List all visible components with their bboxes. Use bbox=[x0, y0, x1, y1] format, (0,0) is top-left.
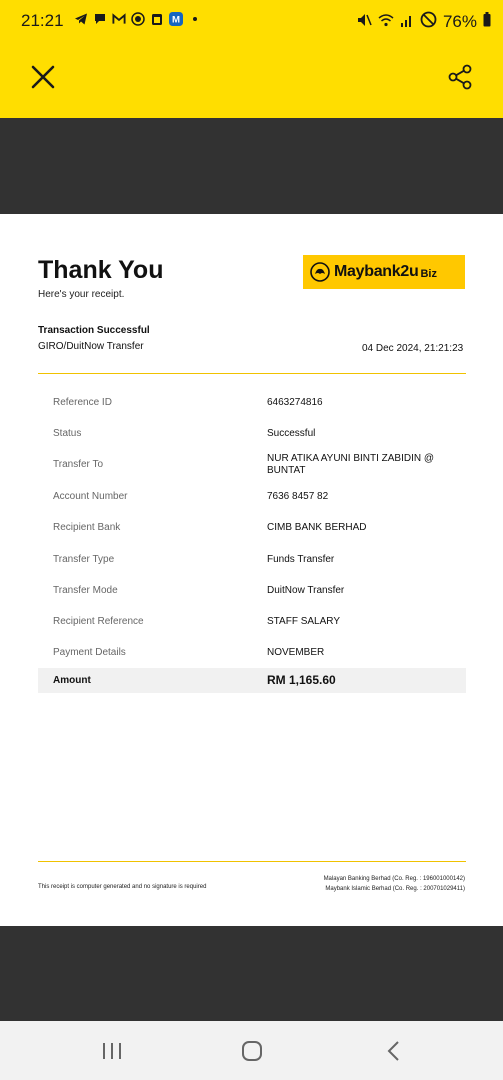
telegram-icon bbox=[74, 12, 88, 26]
detail-value: NOVEMBER bbox=[267, 647, 325, 658]
app-circle-icon bbox=[131, 12, 145, 26]
recents-button[interactable] bbox=[100, 1039, 124, 1063]
detail-row-transfer-type bbox=[38, 554, 466, 568]
detail-label: Transfer Mode bbox=[53, 585, 118, 596]
receipt-subtitle: Here's your receipt. bbox=[38, 289, 125, 300]
detail-label: Account Number bbox=[53, 491, 128, 502]
svg-text:M: M bbox=[171, 14, 181, 26]
amount-value: RM 1,165.60 bbox=[267, 673, 336, 687]
logo-suffix: Biz bbox=[420, 267, 437, 280]
transaction-datetime: 04 Dec 2024, 21:21:23 bbox=[362, 343, 464, 354]
battery-icon bbox=[483, 12, 491, 32]
receipt-title: Thank You bbox=[38, 256, 164, 284]
detail-value: CIMB BANK BERHAD bbox=[267, 522, 367, 533]
maybank-app-icon bbox=[169, 12, 183, 26]
transaction-status: Transaction Successful bbox=[38, 325, 150, 336]
detail-row-recipient-reference bbox=[38, 616, 466, 630]
divider bbox=[38, 373, 466, 374]
detail-row-payment-details bbox=[38, 647, 466, 661]
detail-value: DuitNow Transfer bbox=[267, 585, 345, 596]
detail-label: Recipient Reference bbox=[53, 616, 144, 627]
header-band bbox=[0, 118, 503, 214]
detail-row-account-number bbox=[38, 491, 466, 505]
logo-brand: Maybank2u bbox=[334, 263, 419, 280]
detail-label: Transfer Type bbox=[53, 554, 115, 565]
detail-row-transfer-to bbox=[38, 453, 466, 483]
close-icon bbox=[28, 62, 58, 92]
detail-row-recipient-bank bbox=[38, 522, 466, 536]
bank-entities bbox=[324, 874, 465, 894]
wifi-icon bbox=[378, 12, 394, 33]
detail-label: Status bbox=[53, 428, 82, 439]
maybank-tiger-icon bbox=[310, 262, 330, 282]
recents-icon bbox=[100, 1039, 124, 1063]
detail-value: 7636 8457 82 bbox=[267, 491, 329, 502]
detail-row-transfer-mode bbox=[38, 585, 466, 599]
detail-value: Successful bbox=[267, 428, 316, 439]
app-bar bbox=[0, 44, 503, 118]
footer-divider bbox=[38, 861, 466, 862]
footer-band bbox=[0, 926, 503, 1021]
status-time: 21:21 bbox=[21, 11, 64, 30]
chat-bubble-icon bbox=[93, 12, 107, 26]
detail-label: Reference ID bbox=[53, 397, 112, 408]
mute-icon bbox=[356, 12, 372, 33]
notification-icons bbox=[74, 12, 202, 26]
status-bar bbox=[0, 0, 503, 44]
signal-icon bbox=[400, 12, 414, 33]
receipt-disclaimer: This receipt is computer generated and no signature is required bbox=[38, 884, 207, 890]
detail-value: STAFF SALARY bbox=[267, 616, 340, 627]
detail-label: Recipient Bank bbox=[53, 522, 121, 533]
home-icon bbox=[240, 1039, 264, 1063]
more-dot-icon bbox=[188, 12, 202, 26]
do-not-disturb-icon bbox=[420, 11, 437, 33]
detail-label: Payment Details bbox=[53, 647, 126, 658]
detail-value: 6463274816 bbox=[267, 397, 323, 408]
gmail-icon bbox=[112, 12, 126, 26]
amount-row bbox=[38, 668, 466, 693]
battery-level: 76% bbox=[442, 12, 477, 31]
back-button[interactable] bbox=[382, 1039, 406, 1063]
detail-value: Funds Transfer bbox=[267, 554, 335, 565]
system-icons bbox=[356, 11, 491, 33]
detail-value: NUR ATIKA AYUNI BINTI ZABIDIN @ BUNTAT bbox=[267, 453, 435, 476]
back-icon bbox=[382, 1039, 406, 1063]
bank-entity-1: Malayan Banking Berhad (Co. Reg. : 196001000142) bbox=[323, 876, 465, 882]
calendar-icon bbox=[150, 12, 164, 26]
share-button[interactable] bbox=[447, 64, 473, 90]
detail-row-reference-id bbox=[38, 397, 466, 411]
detail-label: Transfer To bbox=[53, 459, 104, 470]
transaction-type: GIRO/DuitNow Transfer bbox=[38, 341, 144, 352]
share-icon bbox=[447, 64, 473, 90]
home-button[interactable] bbox=[240, 1039, 264, 1063]
receipt-card bbox=[0, 214, 503, 926]
navigation-bar bbox=[0, 1021, 503, 1080]
close-button[interactable] bbox=[28, 62, 58, 92]
detail-row-status bbox=[38, 428, 466, 442]
bank-entity-2: Maybank Islamic Berhad (Co. Reg. : 200701029411) bbox=[325, 886, 465, 892]
amount-label: Amount bbox=[53, 675, 91, 686]
maybank2u-biz-logo bbox=[303, 255, 465, 289]
